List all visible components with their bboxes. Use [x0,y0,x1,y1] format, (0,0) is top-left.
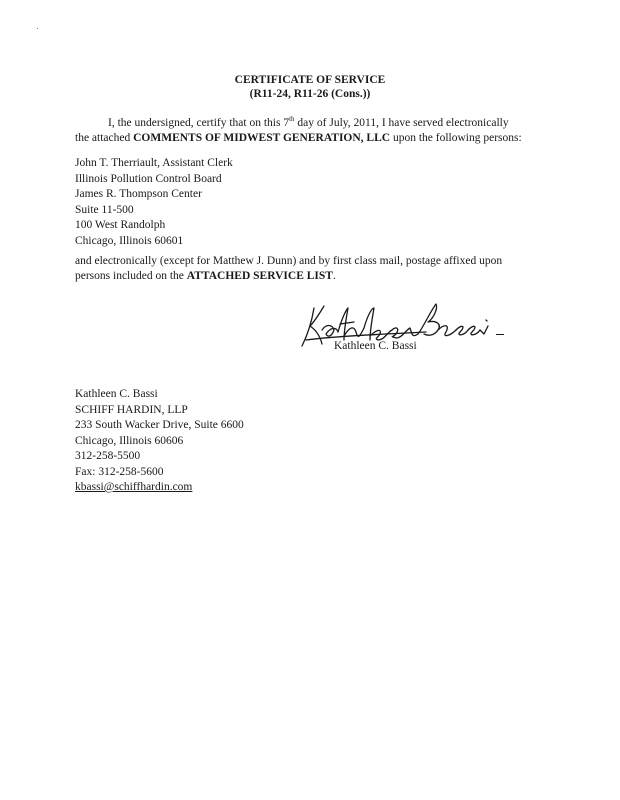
service-text-a: persons included on the [75,270,187,282]
scan-speck [37,28,38,29]
service-text-b: . [332,270,336,282]
service-list-reference: ATTACHED SERVICE LIST [186,270,333,282]
sender-fax: Fax: 312-258-5600 [75,465,164,478]
sender-phone: 312-258-5500 [75,450,141,462]
recipient-line: Illinois Pollution Control Board [75,172,222,185]
sender-firm: SCHIFF HARDIN, LLP [75,403,188,416]
service-line-2 [75,269,555,284]
signature-line [496,334,504,335]
title-line-1: CERTIFICATE OF SERVICE [234,74,386,86]
certification-line-1 [75,112,555,131]
recipient-line: Suite 11-500 [75,203,134,216]
signatory-name: Kathleen C. Bassi [334,340,417,352]
sender-address-block [75,387,395,496]
sender-street: 233 South Wacker Drive, Suite 6600 [75,419,244,431]
service-paragraph [75,254,555,284]
certification-paragraph [75,112,555,146]
service-line-1: and electronically (except for Matthew J. Dunn) and by first class mail, postage affixed upon [75,255,503,267]
certification-text-d: upon the following persons: [390,131,522,144]
sender-name: Kathleen C. Bassi [75,388,158,400]
certification-line-2 [75,131,555,146]
recipient-line: 100 West Randolph [75,219,166,231]
recipient-line: John T. Therriault, Assistant Clerk [75,157,233,169]
sender-email-link[interactable]: kbassi@schiffhardin.com [75,481,193,493]
certification-text-b: day of July, 2011, I have served electronically [294,116,509,129]
recipient-address-block [75,156,395,249]
certificate-title [0,73,620,101]
document-name: COMMENTS OF MIDWEST GENERATION, LLC [133,131,391,144]
certification-text-a: I, the undersigned, certify that on this 7 [108,116,290,129]
sender-city: Chicago, Illinois 60606 [75,434,184,447]
title-line-2: (R11-24, R11-26 (Cons.)) [249,88,371,100]
recipient-line: Chicago, Illinois 60601 [75,234,184,247]
recipient-line: James R. Thompson Center [75,188,202,200]
day-ordinal-superscript: th [289,115,295,123]
certification-text-c: the attached [75,131,134,144]
